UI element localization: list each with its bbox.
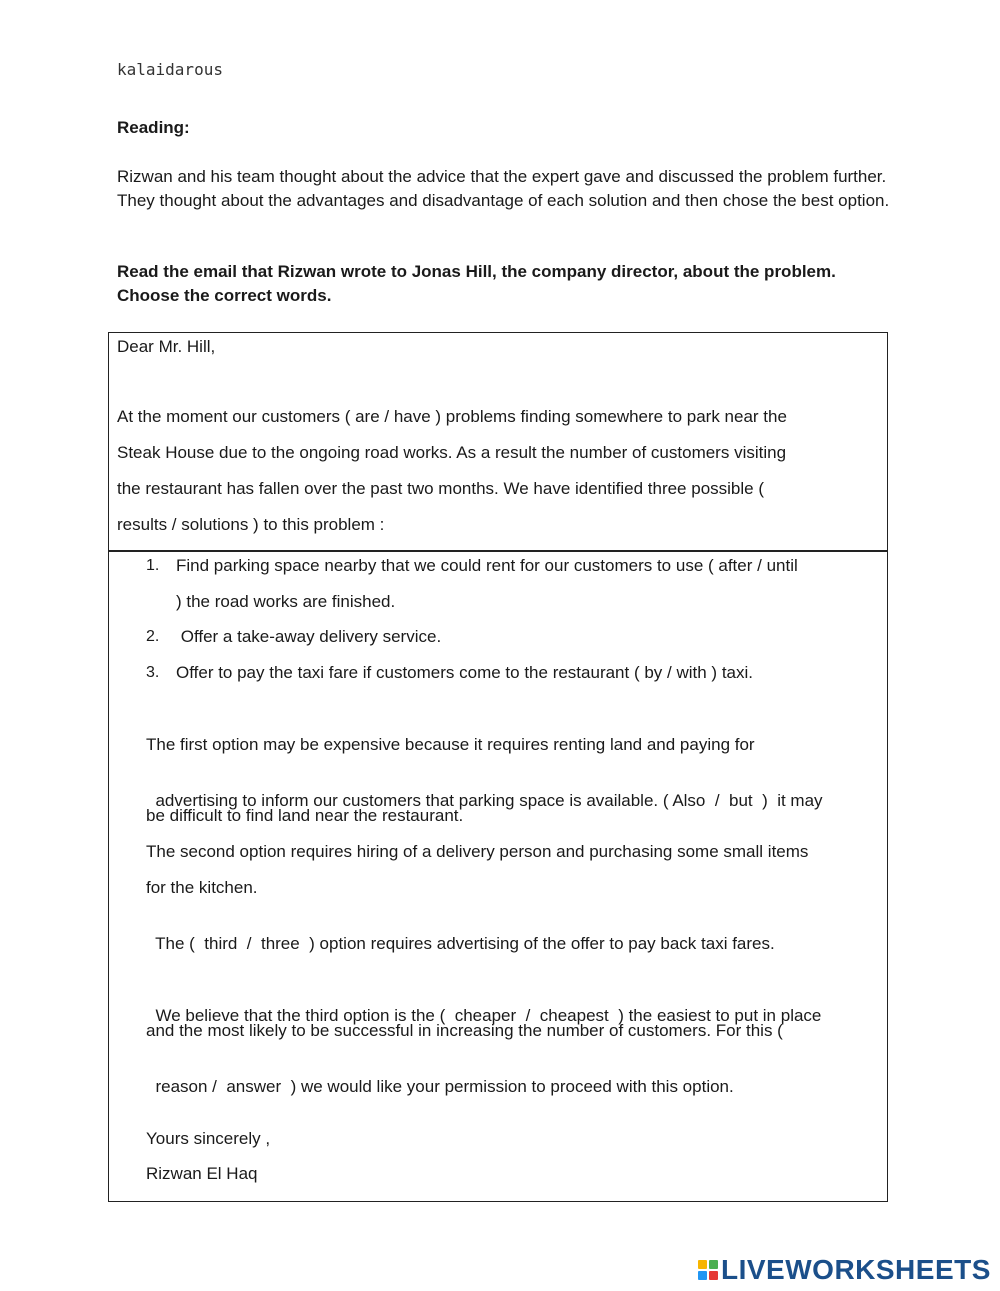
logo-blocks-icon <box>698 1260 718 1280</box>
email-line <box>117 407 787 427</box>
list-number: 1. <box>146 557 160 574</box>
email-text: At the moment our customers <box>117 407 345 426</box>
email-line <box>146 914 775 954</box>
choice-are-have[interactable]: ( are / have ) <box>344 407 442 426</box>
choice-results-solutions[interactable]: results / solutions ) <box>117 515 259 534</box>
logo-text: LIVEWORKSHEETS <box>721 1254 991 1285</box>
logo-block <box>698 1271 707 1280</box>
choice-reason-answer[interactable]: reason / answer ) <box>155 1077 297 1096</box>
author-name: kalaidarous <box>117 60 223 79</box>
email-line <box>146 986 821 1026</box>
logo-block <box>709 1260 718 1269</box>
choice-third-three[interactable]: ( third / three ) <box>189 934 315 953</box>
email-text: the easiest to put in place <box>623 1006 822 1025</box>
choice-cheaper-cheapest[interactable]: ( cheaper / cheapest ) <box>439 1006 624 1025</box>
email-text: option requires advertising of the offer to pay back taxi fares. <box>314 934 775 953</box>
email-line: Steak House due to the ongoing road works. As a result the number of customers visiting <box>117 443 787 462</box>
email-line: the restaurant has fallen over the past two months. We have identified three possible ( <box>117 479 764 498</box>
logo-block <box>698 1260 707 1269</box>
list-number: 2. <box>146 628 160 645</box>
liveworksheets-logo <box>698 1255 991 1285</box>
intro-paragraph: Rizwan and his team thought about the advice that the expert gave and discussed the problem further. They thought about the advantages and disadvantage of each solution and then chose the best option. <box>117 167 890 210</box>
email-salutation: Dear Mr. Hill, <box>117 337 216 356</box>
section-heading: Reading: <box>117 118 190 137</box>
list-item <box>176 556 798 576</box>
email-line: The first option may be expensive because it requires renting land and paying for <box>146 735 755 754</box>
email-text: We believe that the third option is the <box>155 1006 440 1025</box>
email-text: to this problem : <box>258 515 385 534</box>
choice-by-with[interactable]: ( by / with ) <box>633 663 718 682</box>
list-number: 3. <box>146 664 160 681</box>
email-line: be difficult to find land near the restaurant. <box>146 806 464 825</box>
list-item: Offer a take-away delivery service. <box>176 627 442 646</box>
list-item-continuation: ) the road works are finished. <box>176 592 396 611</box>
email-text: it may <box>767 791 823 810</box>
email-line <box>146 1057 734 1097</box>
email-signature: Rizwan El Haq <box>146 1164 258 1183</box>
email-text: problems finding somewhere to park near the <box>441 407 787 426</box>
email-line: for the kitchen. <box>146 878 258 897</box>
email-closing: Yours sincerely , <box>146 1129 271 1148</box>
instruction-text: Read the email that Rizwan wrote to Jonas Hill, the company director, about the problem. Choose the correct words. <box>117 262 836 305</box>
logo-block <box>709 1271 718 1280</box>
choice-also-but[interactable]: ( Also / but ) <box>662 791 768 810</box>
email-line <box>146 771 823 811</box>
choice-after-until[interactable]: ( after / until <box>708 556 798 575</box>
email-line <box>117 515 384 535</box>
list-item-text: Find parking space nearby that we could rent for our customers to use <box>176 556 708 575</box>
email-box-bottom <box>108 551 888 1202</box>
email-text: we would like your permission to proceed with this option. <box>296 1077 734 1096</box>
list-item-text: taxi. <box>717 663 753 682</box>
email-text: advertising to inform our customers that parking space is available. <box>155 791 663 810</box>
email-line: The second option requires hiring of a delivery person and purchasing some small items <box>146 842 809 861</box>
list-item-text: Offer to pay the taxi fare if customers come to the restaurant <box>176 663 634 682</box>
list-item <box>176 663 753 683</box>
email-line: and the most likely to be successful in increasing the number of customers. For this ( <box>146 1021 783 1040</box>
email-text: The <box>155 934 190 953</box>
